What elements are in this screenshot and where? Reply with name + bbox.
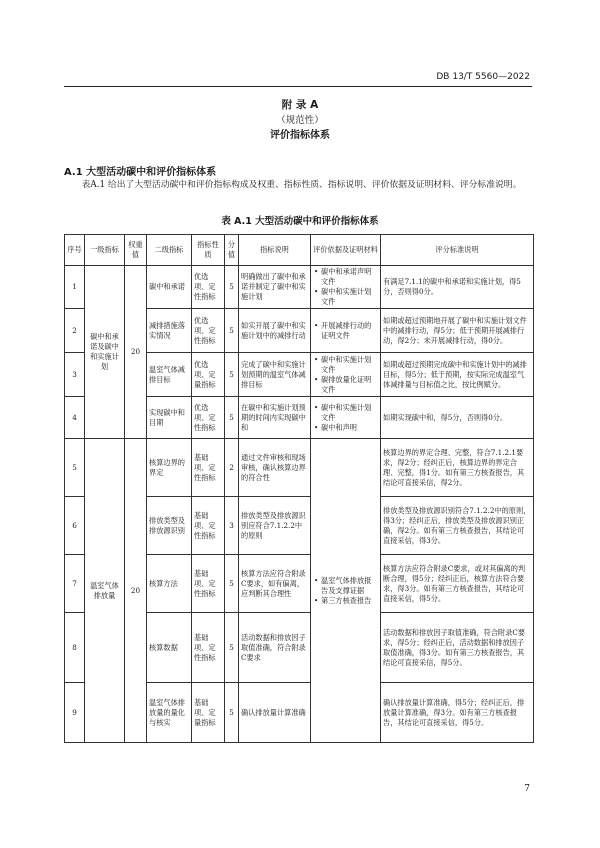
header-basis: 评价依据及证明材料 xyxy=(311,235,381,266)
cell-standard: 核算边界的界定合理、完整，符合7.1.2.1要求，得2分；经纠正后，核算边界的界定合理、完整，得1分。如有第三方核查报告，其结论可直接采信，得2分。 xyxy=(381,439,534,497)
cell-score: 5 xyxy=(225,555,239,613)
cell-basis xyxy=(311,397,381,439)
basis-item: • 开展减排行动的证明文件 xyxy=(321,321,378,341)
cell-no: 8 xyxy=(65,613,85,683)
cell-level2: 实现碳中和目期 xyxy=(147,397,192,439)
cell-nature: 基础项、定量指标 xyxy=(192,683,225,743)
cell-weight: 20 xyxy=(125,439,147,743)
cell-score: 5 xyxy=(225,683,239,743)
cell-no: 5 xyxy=(65,439,85,497)
header-nature: 指标性质 xyxy=(192,235,225,266)
cell-nature: 优选项、定性指标 xyxy=(192,266,225,309)
cell-nature: 基础项、定性指标 xyxy=(192,497,225,555)
header-score: 分值 xyxy=(225,235,239,266)
cell-standard: 排放类型及排放源识别符合7.1.2.2中的原则，得3分；经纠正后，排放类型及排放源识别正确，得2分。如有第三方核查报告，其结论可直接采信，得3分。 xyxy=(381,497,534,555)
cell-nature: 优选项、定性指标 xyxy=(192,397,225,439)
indicator-table xyxy=(64,234,534,743)
cell-standard: 活动数据和排放因子取值准确，符合附录C要求，得5分；经纠正后，活动数据和排放因子取值准确，得3分。如有第三方核查报告，其结论可直接采信，得5分。 xyxy=(381,613,534,683)
cell-score: 5 xyxy=(225,613,239,683)
cell-no: 1 xyxy=(65,266,85,309)
cell-nature: 优选项、定量指标 xyxy=(192,353,225,397)
header-standard: 评分标准说明 xyxy=(381,235,534,266)
cell-basis xyxy=(311,353,381,397)
cell-level2: 核算数据 xyxy=(147,613,192,683)
cell-score: 5 xyxy=(225,353,239,397)
cell-nature: 基础项、定性指标 xyxy=(192,613,225,683)
basis-item: • 碳中和承诺声明文件 xyxy=(321,267,378,287)
cell-basis xyxy=(311,266,381,309)
cell-standard: 如期实现碳中和，得5分，否则得0分。 xyxy=(381,397,534,439)
cell-description: 排放类型及排放源识别应符合7.1.2.2中的原则 xyxy=(239,497,311,555)
cell-level2: 核算边界的界定 xyxy=(147,439,192,497)
cell-level1: 碳中和承诺及碳中和实施计划 xyxy=(85,266,125,439)
cell-level2: 减排措施落实情况 xyxy=(147,309,192,353)
table-caption: 表 A.1 大型活动碳中和评价指标体系 xyxy=(221,216,379,227)
cell-level2: 排放类型及排放源识别 xyxy=(147,497,192,555)
cell-standard: 如期或超过预期完成碳中和实施计划中的减排目标，得5分；低于预期，按实际完成温室气体减排量与目标值之比，按比例赋分。 xyxy=(381,353,534,397)
cell-standard: 有满足7.1.1的碳中和承诺和实施计划，得5分，否则得0分。 xyxy=(381,266,534,309)
appendix-nature: （规范性） xyxy=(276,115,324,126)
basis-item: • 第三方核查报告 xyxy=(321,596,378,606)
cell-nature: 基础项、定性指标 xyxy=(192,555,225,613)
cell-score: 5 xyxy=(225,309,239,353)
cell-description: 确认排放量计算准确 xyxy=(239,683,311,743)
basis-item: • 碳中和实施计划文件 xyxy=(321,403,378,423)
basis-item: • 温室气体排放报告及支撑证据 xyxy=(321,576,378,596)
page-number: 7 xyxy=(524,784,530,794)
header-description: 指标说明 xyxy=(239,235,311,266)
basis-item: • 碳排放量化证明文件 xyxy=(321,375,378,395)
cell-description: 通过文件审核和现场审核，确认核算边界的符合性 xyxy=(239,439,311,497)
cell-no: 3 xyxy=(65,353,85,397)
cell-level1: 温室气体排放量 xyxy=(85,439,125,743)
cell-description: 如实开展了碳中和实施计划中的减排行动 xyxy=(239,309,311,353)
appendix-title: 附 录 A xyxy=(281,99,319,111)
cell-score: 5 xyxy=(225,266,239,309)
cell-weight: 20 xyxy=(125,266,147,439)
cell-no: 6 xyxy=(65,497,85,555)
appendix-heading xyxy=(0,98,600,143)
appendix-name: 评价指标体系 xyxy=(270,130,330,141)
cell-level2: 核算方法 xyxy=(147,555,192,613)
cell-standard: 确认排放量计算准确，得5分；经纠正后，排放量计算准确，得3分。如有第三方核查报告，其结论可直接采信，得5分。 xyxy=(381,683,534,743)
cell-level2: 碳中和承诺 xyxy=(147,266,192,309)
cell-description: 活动数据和排放因子取值准确，符合附录C要求 xyxy=(239,613,311,683)
cell-basis xyxy=(311,309,381,353)
cell-score: 3 xyxy=(225,497,239,555)
header-rule xyxy=(64,86,532,87)
cell-score: 2 xyxy=(225,439,239,497)
cell-no: 7 xyxy=(65,555,85,613)
header-no: 序号 xyxy=(65,235,85,266)
cell-level2: 温室气体减排目标 xyxy=(147,353,192,397)
cell-score: 5 xyxy=(225,397,239,439)
cell-basis-shared xyxy=(311,439,381,743)
cell-standard: 核算方法应符合附录C要求，或对其偏离的判断合理，得5分；经纠正后，核算方法符合要求，得3分。如有第三方核查报告，其结论可直接采信，得5分。 xyxy=(381,555,534,613)
cell-description: 完成了碳中和实施计划预期的温室气体减排目标 xyxy=(239,353,311,397)
header-weight: 权重值 xyxy=(125,235,147,266)
header-level2: 二级指标 xyxy=(147,235,192,266)
basis-item: • 碳中和实施计划文件 xyxy=(321,355,378,375)
cell-description: 在碳中和实施计划预期的时间内实现碳中和 xyxy=(239,397,311,439)
section-title: A.1 大型活动碳中和评价指标体系 xyxy=(64,167,217,178)
cell-no: 2 xyxy=(65,309,85,353)
basis-item: • 碳中和实施计划文件 xyxy=(321,287,378,307)
table-header-row xyxy=(65,235,534,266)
header-level1: 一级指标 xyxy=(85,235,125,266)
cell-standard: 如期或超过预期地开展了碳中和实施计划文件中的减排行动，得5分；低于预期开展减排行动，得2分；未开展减排行动，得0分。 xyxy=(381,309,534,353)
cell-no: 4 xyxy=(65,397,85,439)
intro-paragraph: 表A.1 给出了大型活动碳中和评价指标构成及权重、指标性质、指标说明、评价依据及证明材料、评分标准说明。 xyxy=(81,180,522,190)
cell-nature: 优选项、定性指标 xyxy=(192,309,225,353)
table-row xyxy=(65,266,534,309)
cell-description: 核算方法应符合附录C要求，如有偏离，应判断其合理性 xyxy=(239,555,311,613)
table-row xyxy=(65,439,534,497)
cell-level2: 温室气体排放量的量化与核实 xyxy=(147,683,192,743)
standard-code: DB 13/T 5560—2022 xyxy=(436,72,530,82)
cell-no: 9 xyxy=(65,683,85,743)
cell-nature: 基础项、定性指标 xyxy=(192,439,225,497)
cell-description: 明确做出了碳中和承诺并制定了碳中和实施计划 xyxy=(239,266,311,309)
basis-item: • 碳中和声明 xyxy=(321,423,378,433)
